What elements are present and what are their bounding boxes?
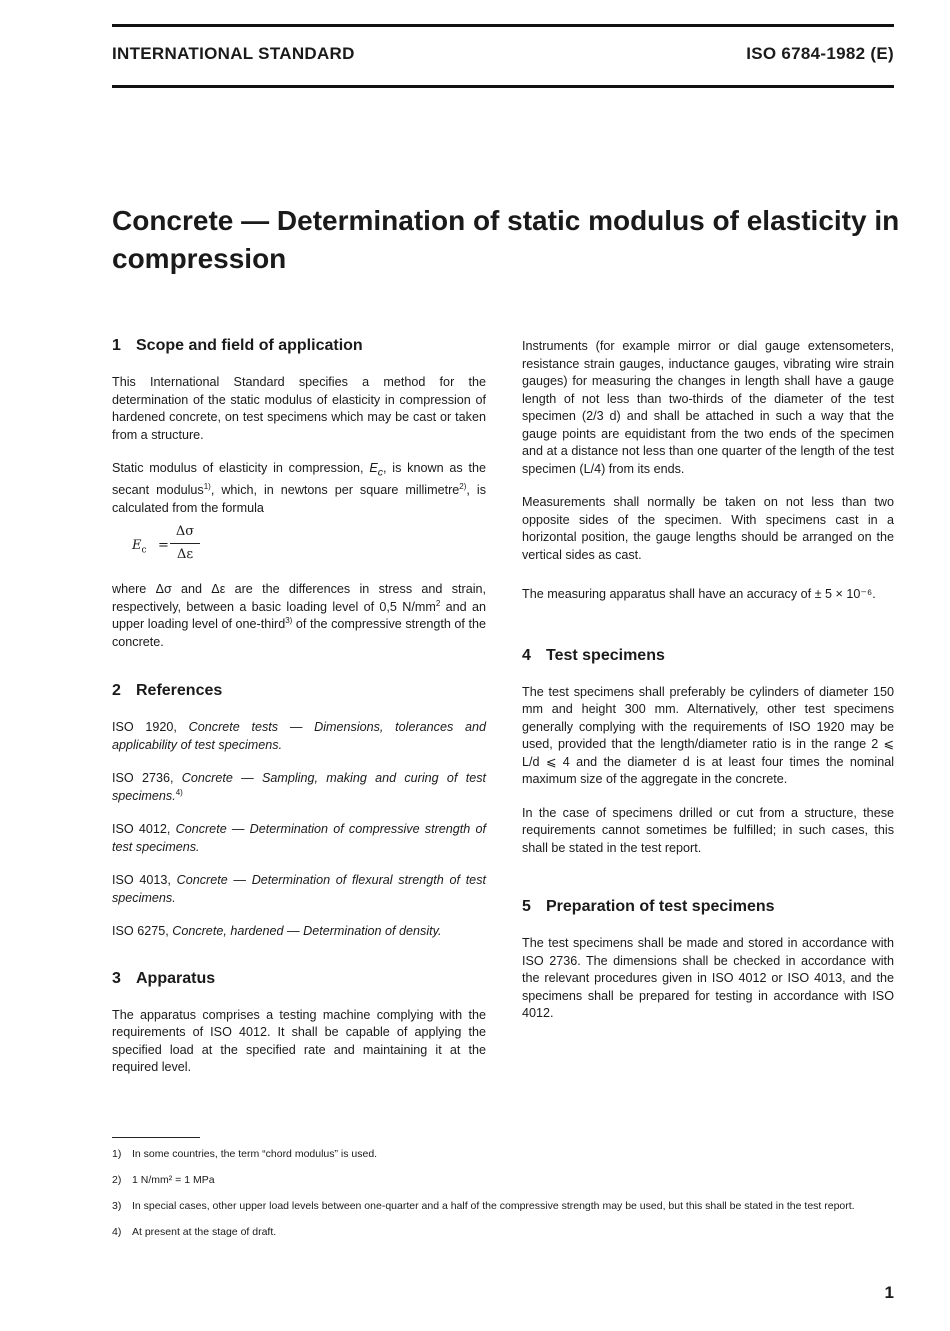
- section-references: [112, 681, 486, 941]
- section-title: Test specimens: [546, 646, 665, 664]
- section-heading-preparation: [522, 897, 894, 917]
- specimens-paragraph-2: In the case of specimens drilled or cut from a structure, these requirements cannot sometimes be fulfilled; in such cases, this shall be stated in the test report.: [522, 805, 894, 855]
- footnotes: [112, 1147, 894, 1251]
- apparatus-paragraph: The apparatus comprises a testing machine complying with the requirements of ISO 4012. It shall be capable of applying the specified load at the specified rate and maintaining it at the required level.: [112, 1007, 486, 1075]
- section-heading-scope: [112, 336, 486, 356]
- section-heading-test-specimens: [522, 646, 894, 666]
- section-heading-references: [112, 681, 486, 701]
- scope-paragraph-4: Instruments (for example mirror or dial gauge extensometers, resistance strain gauges, inductance gauges, vibrating wire strain gauges) for measuring the changes in length shall have a gauge length of not less than two-thirds of the diameter of the test specimen (2/3 d) and shall be attached in such a way that the gauge points are equidistant from the two ends of the specimen and at a distance not less than one quarter of the length of the test specimen (L/4) from its ends.: [522, 339, 894, 476]
- section-number: 1: [112, 337, 121, 354]
- formula-fraction: $\frac{\Delta\sigma}{\Delta\varepsilon}$: [170, 523, 200, 563]
- left-column: [112, 336, 486, 1093]
- footnote: 1) In some countries, the term “chord modulus” is used.: [112, 1148, 378, 1160]
- footnote-rule: [112, 1137, 200, 1138]
- section-number: 5: [522, 898, 531, 915]
- top-rule: [112, 24, 894, 27]
- section-title: Scope and field of application: [136, 337, 363, 354]
- section-scope: [112, 336, 486, 651]
- scope-paragraph-1: This International Standard specifies a method for the determination of the static modulus of elasticity in compression of hardened concrete, on test specimens which may be cast or taken from a structure.: [112, 375, 486, 442]
- section-number: 4: [522, 646, 531, 664]
- footnote-ref: 2): [459, 481, 467, 491]
- header-rule: [112, 85, 894, 88]
- footnote: 3) In special cases, other upper load levels between one-quarter and a half of the compressive strength may be used, but this shall be stated in the test report.: [112, 1200, 855, 1212]
- footnote-ref: 3): [285, 615, 293, 625]
- scope-paragraph-6: The measuring apparatus shall have an accuracy of ± 5 × 10⁻⁶.: [522, 587, 876, 601]
- section-title: Apparatus: [136, 969, 216, 987]
- specimens-paragraph-1: The test specimens shall preferably be cylinders of diameter 150 mm and height 300 mm. Alternatively, other test specimens generally complying with the requirements of ISO 1920 may be used, provided that the length/diameter ratio is in the range 2 ⩽ L/d ⩽ 4 and the diameter d is at least four times the nominal maximum size of the aggregate in the concrete.: [522, 684, 894, 786]
- scope-paragraph-2: Static modulus of elasticity in compression, $E_c$, is known as the secant modulus$^{1)}$, which, in newtons per square millimetre$^{2)}$, is calculated from the formula: [112, 461, 486, 515]
- reference-item: ISO 2736, Concrete — Sampling, making and curing of test specimens.$^{4)}$: [112, 771, 486, 803]
- section-number: 2: [112, 682, 121, 700]
- section-title: Preparation of test specimens: [546, 898, 775, 915]
- section-apparatus: [112, 969, 486, 1077]
- preparation-paragraph: The test specimens shall be made and stored in accordance with ISO 2736. The dimensions shall be checked in accordance with the relevant procedures given in ISO 4012 or ISO 4013, and the specimens shall be prepared for testing in accordance with ISO 4012.: [522, 936, 894, 1020]
- reference-item: ISO 1920, Concrete tests — Dimensions, tolerances and applicability of test specimens.: [112, 720, 486, 752]
- section-title: References: [136, 682, 223, 700]
- scope-paragraph-3: where Δσ and Δε are the differences in stress and strain, respectively, between a basic loading level of 0,5 $N/mm^2$ and an upper loading level of one-third$^{3)}$ of the compressive strength of the concrete.: [112, 582, 486, 649]
- reference-item: ISO 4013, Concrete — Determination of flexural strength of test specimens.: [112, 873, 486, 905]
- right-column: [522, 338, 894, 1039]
- footnote: 4) At present at the stage of draft.: [112, 1226, 277, 1238]
- header-doc-type: INTERNATIONAL STANDARD: [112, 44, 355, 63]
- modulus-formula: $E_c$ = $\frac{\Delta\sigma}{\Delta\varepsilon}$: [132, 523, 486, 573]
- header-doc-number: ISO 6784-1982 (E): [746, 44, 894, 63]
- footnote-ref: 1): [203, 481, 211, 491]
- reference-item: ISO 4012, Concrete — Determination of compressive strength of test specimens.: [112, 822, 486, 854]
- document-title: Concrete — Determination of static modulus of elasticity in compression: [112, 205, 900, 274]
- reference-item: ISO 6275, Concrete, hardened — Determination of density.: [112, 924, 442, 939]
- page-number: 1: [884, 1283, 894, 1302]
- section-test-specimens: [522, 646, 894, 858]
- section-number: 3: [112, 969, 121, 987]
- footnote: 2) 1 N/mm² = 1 MPa: [112, 1174, 215, 1186]
- scope-paragraph-5: Measurements shall normally be taken on not less than two opposite sides of the specimen. With specimens cast in a horizontal position, the gauge lengths should be arranged on the vertical sides as cast.: [522, 495, 894, 562]
- section-preparation: [522, 897, 894, 1023]
- section-heading-apparatus: [112, 969, 486, 989]
- symbol-ec: $E_c$: [369, 461, 383, 479]
- footnote-ref: 4): [175, 787, 183, 797]
